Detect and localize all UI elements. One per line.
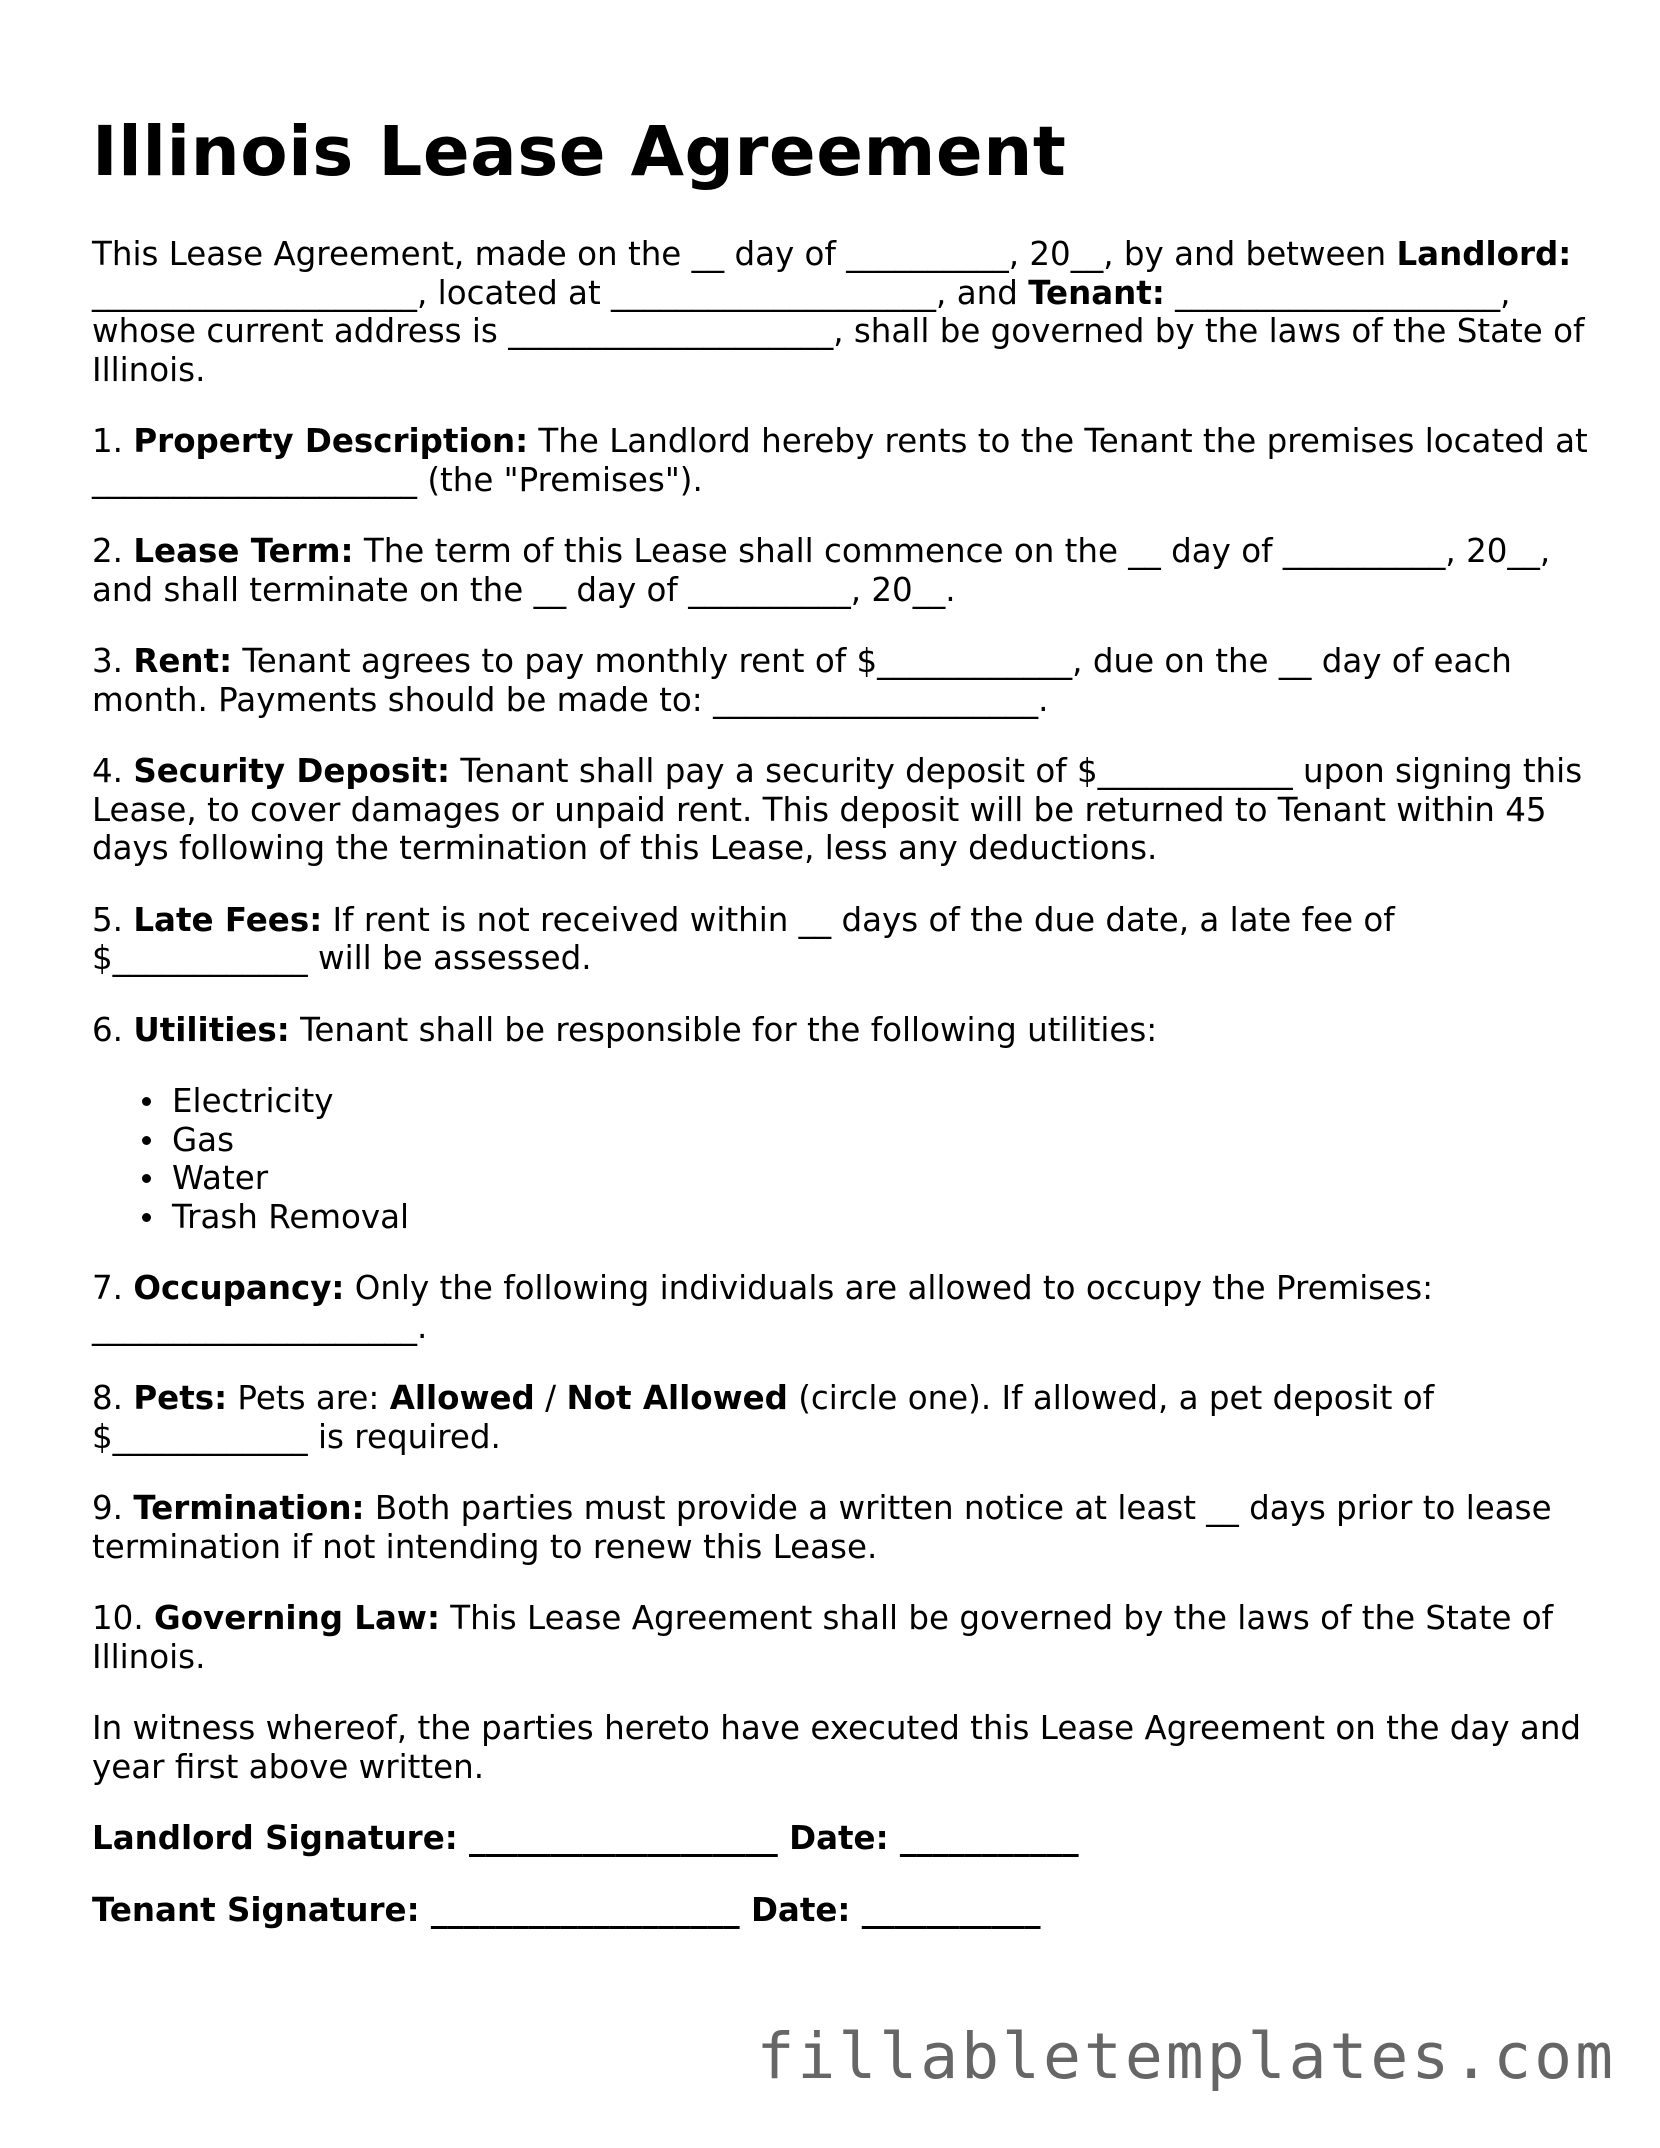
list-item: Trash Removal: [172, 1198, 1592, 1237]
landlord-signature-line: Landlord Signature: ___________________ Date: ___________: [92, 1819, 1079, 1857]
section-rent: 3. Rent: Tenant agrees to pay monthly rent of $____________, due on the __ day of each month. Payments should be made to: ____________________.: [92, 642, 1512, 719]
section-utilities: 6. Utilities: Tenant shall be responsible for the following utilities:: [92, 1010, 1158, 1049]
utilities-list: [92, 1082, 1592, 1236]
tenant-signature-line: Tenant Signature: ___________________ Date: ___________: [92, 1890, 1041, 1929]
document-title: Illinois Lease Agreement: [92, 112, 1067, 192]
section-property-description: 1. Property Description: The Landlord hereby rents to the Tenant the premises located at ____________________ (the "Premises").: [92, 422, 1588, 499]
witness-paragraph: In witness whereof, the parties hereto have executed this Lease Agreement on the day and year first above written.: [92, 1709, 1582, 1786]
section-pets: 8. Pets: Pets are: Allowed / Not Allowed (circle one). If allowed, a pet deposit of $____________ is required.: [92, 1379, 1435, 1456]
section-termination: 9. Termination: Both parties must provide a written notice at least __ days prior to lease termination if not intending to renew this Lease.: [92, 1489, 1552, 1566]
section-security-deposit: 4. Security Deposit: Tenant shall pay a security deposit of $____________ upon signing this Lease, to cover damages or unpaid rent. This deposit will be returned to Tenant within 45 days following the termination of this Lease, less any deductions.: [92, 752, 1583, 867]
section-lease-term: 2. Lease Term: The term of this Lease shall commence on the __ day of __________, 20__, and shall terminate on the __ day of __________, 20__.: [92, 532, 1551, 609]
section-governing-law: 10. Governing Law: This Lease Agreement shall be governed by the laws of the State of Illinois.: [92, 1599, 1554, 1676]
watermark: fillabletemplates.com: [756, 2020, 1616, 2093]
list-item: Water: [172, 1159, 1592, 1198]
list-item: Electricity: [172, 1082, 1592, 1121]
document-page: [92, 112, 1592, 1962]
pets-not-allowed-option: Not Allowed: [566, 1379, 788, 1417]
tenant-label: Tenant:: [1028, 273, 1165, 312]
pets-allowed-option: Allowed: [389, 1379, 535, 1417]
section-late-fees: 5. Late Fees: If rent is not received within __ days of the due date, a late fee of $____________ will be assessed.: [92, 900, 1395, 977]
section-occupancy: 7. Occupancy: Only the following individuals are allowed to occupy the Premises: ____________________.: [92, 1269, 1434, 1346]
list-item: Gas: [172, 1121, 1592, 1160]
landlord-label: Landlord:: [1396, 235, 1572, 273]
intro-paragraph: This Lease Agreement, made on the __ day of __________, 20__, by and between Landlord: ____________________, located at ____________________, and Tenant: ____________________, whose current address is ____________________, shall be governed by the laws of the State of Illinois.: [92, 235, 1585, 389]
